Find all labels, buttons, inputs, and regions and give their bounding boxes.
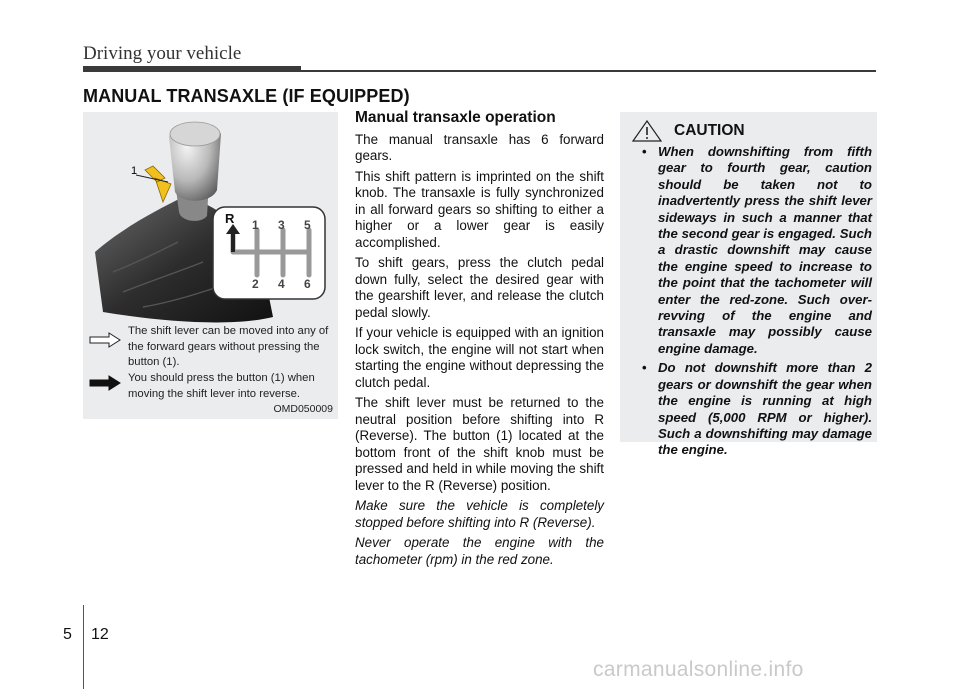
header-rule-thin (301, 70, 876, 72)
body-paragraph: If your vehicle is equipped with an ignition lock switch, the engine will not start when starting the engine without depressing the clutch pedal. (355, 325, 604, 390)
callout-number-label: 1 (131, 165, 138, 177)
caution-item (628, 144, 872, 357)
caution-item (628, 360, 872, 458)
body-paragraph: This shift pattern is imprinted on the shift knob. The transaxle is fully synchronized in all forward gears so shifting to either a higher or a lower gear is easily accomplished. (355, 168, 604, 250)
body-paragraph: The shift lever must be returned to the neutral position before shifting into R (Reverse). The button (1) located at the bottom front of the shift knob must be pressed and held in while moving the shift lever to the R (Reverse) position. (355, 395, 604, 493)
bullet: • (642, 144, 647, 159)
shift-pattern-1: 1 (252, 218, 259, 232)
body-warning: Never operate the engine with the tachometer (rpm) in the red zone. (355, 535, 604, 567)
warning-triangle-icon (632, 120, 662, 142)
figure-box (83, 112, 338, 419)
body-warning: Make sure the vehicle is completely stopped before shifting into R (Reverse). (355, 498, 604, 530)
caution-item-text: When downshifting from fifth gear to fourth gear, caution should be taken not to inadvertently press the shift lever sideways in such a manner that the second gear is engaged. Such a drastic downshift may cause the engine speed to increase to the point that the tachometer will enter the red-zone. Such over-revving of the engine and transaxle may possibly cause engine damage. (658, 144, 872, 356)
chapter-number: 5 (63, 626, 72, 643)
shift-pattern-5: 5 (304, 218, 311, 232)
body-heading: Manual transaxle operation (355, 109, 556, 126)
legend-text-reverse: You should press the button (1) when moving the shift lever into reverse. (128, 372, 315, 400)
header-rule-thick (83, 66, 301, 72)
bullet: • (642, 360, 647, 376)
caution-box (620, 112, 877, 458)
footer-divider (83, 605, 84, 689)
caution-list (628, 144, 872, 462)
caution-title: CAUTION (674, 122, 745, 139)
watermark: carmanualsonline.info (593, 658, 804, 681)
shift-pattern-r: R (225, 211, 235, 226)
page-number: 12 (91, 626, 109, 643)
shift-pattern-6: 6 (304, 277, 311, 291)
shift-pattern-4: 4 (278, 277, 285, 291)
figure-code: OMD050009 (273, 403, 333, 415)
body-column (355, 110, 604, 572)
section-title: MANUAL TRANSAXLE (IF EQUIPPED) (83, 86, 410, 106)
body-paragraph: To shift gears, press the clutch pedal down fully, select the desired gear with the gearshift lever, and release the clutch pedal slowly. (355, 255, 604, 320)
outline-arrow-icon (89, 332, 121, 348)
shift-pattern-3: 3 (278, 218, 285, 232)
page-header-title: Driving your vehicle (83, 43, 242, 64)
legend-text-forward: The shift lever can be moved into any of the forward gears without pressing the button (1). (128, 325, 329, 368)
body-paragraph: The manual transaxle has 6 forward gears. (355, 131, 604, 163)
shift-pattern-2: 2 (252, 277, 259, 291)
solid-arrow-icon (89, 375, 121, 391)
caution-item-text: Do not downshift more than 2 gears or downshift the gear when the engine is running at high speed (5,000 RPM or higher). Such a downshifting may damage the engine. (658, 360, 872, 458)
